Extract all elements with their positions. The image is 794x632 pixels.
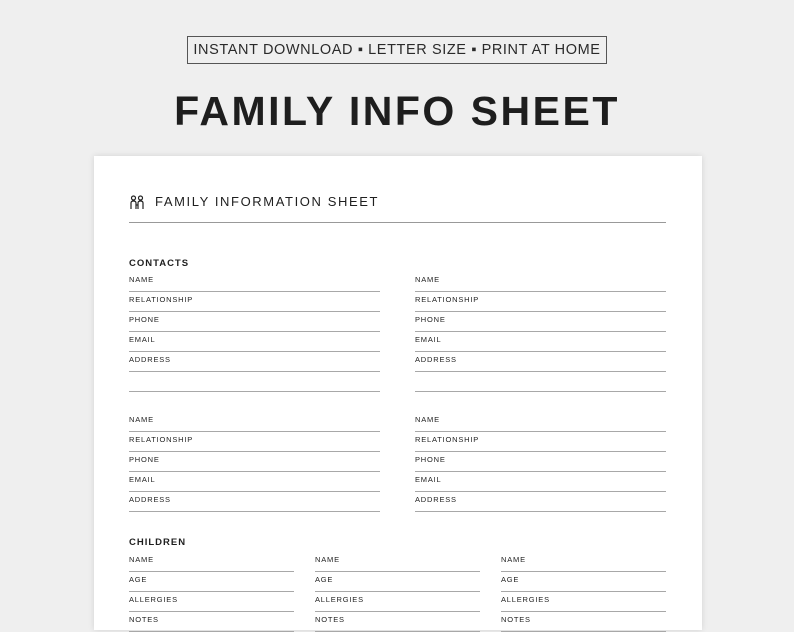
contact-field[interactable]	[415, 353, 666, 372]
contact-field[interactable]	[129, 313, 380, 332]
field-label: ADDRESS	[129, 495, 171, 504]
contact-field[interactable]	[415, 433, 666, 452]
field-label: ALLERGIES	[129, 595, 178, 604]
field-label: NAME	[415, 275, 440, 284]
children-heading: CHILDREN	[129, 537, 187, 548]
field-label: EMAIL	[129, 335, 156, 344]
child-field[interactable]	[501, 573, 666, 592]
field-label: ADDRESS	[415, 495, 457, 504]
family-icon	[129, 195, 145, 211]
child-field[interactable]	[501, 613, 666, 632]
contacts-heading: CONTACTS	[129, 258, 190, 269]
field-label: ADDRESS	[129, 355, 171, 364]
promo-badge: INSTANT DOWNLOAD ▪ LETTER SIZE ▪ PRINT AT HOME	[187, 36, 607, 64]
field-label: RELATIONSHIP	[129, 295, 194, 304]
contact-field[interactable]	[129, 413, 380, 432]
contact-field[interactable]	[129, 333, 380, 352]
child-field[interactable]	[315, 573, 480, 592]
contact-field[interactable]	[129, 453, 380, 472]
child-field[interactable]	[315, 553, 480, 572]
contact-field[interactable]	[415, 453, 666, 472]
field-label: AGE	[315, 575, 334, 584]
field-label: NOTES	[129, 615, 159, 624]
contact-field[interactable]	[129, 373, 380, 392]
contact-field[interactable]	[415, 273, 666, 292]
child-field[interactable]	[129, 613, 294, 632]
contact-field[interactable]	[129, 473, 380, 492]
contact-field[interactable]	[129, 433, 380, 452]
field-label: ALLERGIES	[315, 595, 364, 604]
contact-field[interactable]	[415, 493, 666, 512]
page-title: FAMILY INFO SHEET	[174, 88, 620, 134]
contact-field[interactable]	[415, 373, 666, 392]
printable-sheet	[94, 156, 702, 630]
field-label: PHONE	[415, 315, 446, 324]
child-field[interactable]	[501, 553, 666, 572]
field-label: AGE	[129, 575, 148, 584]
field-label: ALLERGIES	[501, 595, 550, 604]
field-label: NAME	[415, 415, 440, 424]
contact-field[interactable]	[415, 413, 666, 432]
field-label: NOTES	[315, 615, 345, 624]
field-label: NAME	[315, 555, 340, 564]
field-label: NAME	[129, 555, 154, 564]
field-label: AGE	[501, 575, 520, 584]
child-field[interactable]	[501, 593, 666, 612]
field-label: EMAIL	[415, 475, 442, 484]
field-label: RELATIONSHIP	[129, 435, 194, 444]
contact-field[interactable]	[415, 333, 666, 352]
contact-field[interactable]	[129, 493, 380, 512]
field-label: RELATIONSHIP	[415, 435, 480, 444]
contact-field[interactable]	[415, 473, 666, 492]
child-field[interactable]	[129, 593, 294, 612]
field-label: NOTES	[501, 615, 531, 624]
field-label: NAME	[501, 555, 526, 564]
child-field[interactable]	[315, 593, 480, 612]
child-field[interactable]	[129, 573, 294, 592]
field-label: PHONE	[415, 455, 446, 464]
contact-field[interactable]	[415, 313, 666, 332]
contact-field[interactable]	[129, 273, 380, 292]
field-label: PHONE	[129, 455, 160, 464]
child-field[interactable]	[315, 613, 480, 632]
contact-field[interactable]	[415, 293, 666, 312]
field-label: EMAIL	[129, 475, 156, 484]
field-label: NAME	[129, 275, 154, 284]
field-label: NAME	[129, 415, 154, 424]
child-field[interactable]	[129, 553, 294, 572]
field-label: EMAIL	[415, 335, 442, 344]
contact-field[interactable]	[129, 293, 380, 312]
field-label: RELATIONSHIP	[415, 295, 480, 304]
sheet-header	[129, 194, 666, 223]
contact-field[interactable]	[129, 353, 380, 372]
sheet-title: FAMILY INFORMATION SHEET	[155, 194, 380, 209]
field-label: PHONE	[129, 315, 160, 324]
field-label: ADDRESS	[415, 355, 457, 364]
